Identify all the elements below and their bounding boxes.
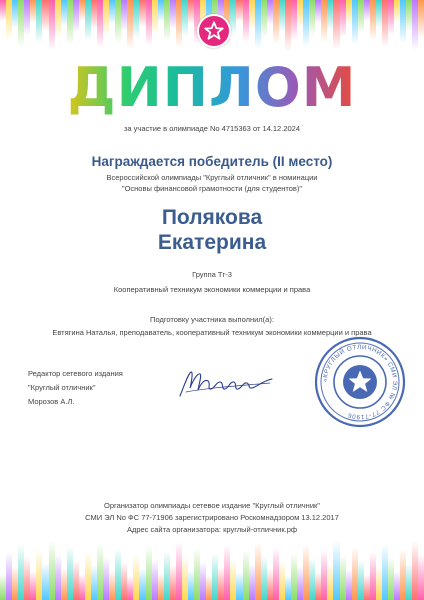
recipient-group: Группа Тг-3: [192, 270, 232, 279]
olympiad-logo-star-icon: [197, 14, 231, 48]
recipient-first-name: Екатерина: [157, 231, 267, 254]
footer-organizer: Организатор олимпиады сетевое издание "Круглый отличник": [104, 501, 320, 510]
footer-registration: СМИ ЭЛ No ФС 77-71906 зарегистрировано Роскомнадзором 13.12.2017: [85, 513, 339, 522]
award-heading: Награждается победитель (II место): [91, 154, 333, 169]
recipient-surname: Полякова: [161, 206, 263, 229]
editor-name: Морозов А.Л.: [28, 397, 75, 406]
nomination-line-1: Всероссийской олимпиады "Круглый отличник" в номинации: [106, 173, 318, 182]
preparer-details: Евтягина Наталья, преподаватель, кооперативный техникум экономики коммерции и права: [52, 328, 372, 337]
stamp-ring-text: «КРУГЛЫЙ ОТЛИЧНИК» СМИ ЭЛ № ФС 77-71906: [321, 343, 399, 421]
nomination-line-2: "Основы финансовой грамотности (для студентов)": [121, 184, 303, 193]
editor-line-1: Редактор сетевого издания: [28, 369, 123, 378]
editor-line-2: "Круглый отличник": [28, 383, 96, 392]
preparer-label: Подготовку участника выполнил(а):: [150, 315, 274, 324]
editor-signature: [176, 366, 276, 400]
diploma-title: ДИПЛОМ: [0, 56, 424, 120]
olympiad-subtitle: за участие в олимпиаде No 4715363 от 14.12.2024: [123, 124, 300, 133]
organization-stamp: [314, 336, 406, 428]
recipient-institution: Кооперативный техникум экономики коммерции и права: [113, 285, 311, 294]
rainbow-stripe: [418, 0, 424, 38]
rainbow-stripe: [418, 554, 424, 600]
footer-website: Адрес сайта организатора: круглый-отличник.рф: [126, 525, 298, 534]
rainbow-stripes-bottom: [0, 540, 424, 600]
